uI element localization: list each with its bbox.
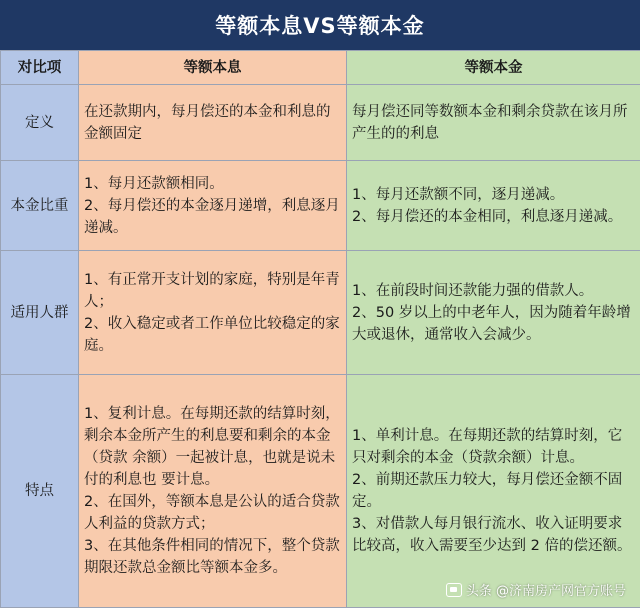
cell-equal-installment — [79, 251, 347, 375]
header-equal-principal: 等额本金 — [347, 51, 640, 85]
table-row-definition — [1, 85, 640, 161]
cell-text: 1、复利计息。在每期还款的结算时刻，剩余本金所产生的利息要和剩余的本金（贷款 余额）一起被计息，也就是说未付的利息也 要计息。 — [84, 403, 341, 491]
cell-text: 1、每月还款额相同。 — [84, 173, 341, 195]
cell-equal-installment — [79, 85, 347, 161]
cell-text: 2、在国外，等额本息是公认的适合贷款人利益的贷款方式； — [84, 491, 341, 535]
row-label: 适用人群 — [1, 251, 79, 375]
cell-text: 在还款期内，每月偿还的本金和利息的金额固定 — [84, 101, 341, 145]
cell-text: 每月偿还同等数额本金和剩余贷款在该月所产生的的利息 — [352, 101, 635, 145]
table-row-features — [1, 375, 640, 608]
table-row-principal-ratio — [1, 161, 640, 251]
table-header-row — [1, 51, 640, 85]
cell-equal-installment — [79, 375, 347, 608]
cell-text: 2、收入稳定或者工作单位比较稳定的家庭。 — [84, 313, 341, 357]
cell-text: 1、在前段时间还款能力强的借款人。 — [352, 280, 635, 302]
row-label: 定义 — [1, 85, 79, 161]
cell-equal-principal — [347, 85, 640, 161]
cell-text: 1、单利计息。在每期还款的结算时刻，它只对剩余的本金（贷款余额）计息。 — [352, 425, 635, 469]
cell-text: 2、50 岁以上的中老年人，因为随着年龄增大或退休，通常收入会减少。 — [352, 302, 635, 346]
table-row-target-group — [1, 251, 640, 375]
cell-text: 2、每月偿还的本金相同，利息逐月递减。 — [352, 206, 635, 228]
cell-text: 1、有正常开支计划的家庭，特别是年青人； — [84, 269, 341, 313]
cell-equal-principal — [347, 161, 640, 251]
cell-text: 1、每月还款额不同，逐月递减。 — [352, 184, 635, 206]
cell-text: 2、前期还款压力较大，每月偿还金额不固定。 — [352, 469, 635, 513]
watermark — [446, 580, 626, 599]
cell-text: 3、对借款人每月银行流水、收入证明要求比较高，收入需要至少达到 2 倍的偿还额。 — [352, 513, 635, 557]
page-title: 等额本息VS等额本金 — [0, 0, 640, 50]
row-label: 本金比重 — [1, 161, 79, 251]
cell-text: 3、在其他条件相同的情况下，整个贷款期限还款总金额比等额本金多。 — [84, 535, 341, 579]
header-compare-item: 对比项 — [1, 51, 79, 85]
header-equal-installment: 等额本息 — [79, 51, 347, 85]
camera-icon — [446, 583, 462, 597]
cell-equal-principal — [347, 251, 640, 375]
cell-text: 2、每月偿还的本金逐月递增，利息逐月递减。 — [84, 195, 341, 239]
row-label: 特点 — [1, 375, 79, 608]
comparison-table — [0, 50, 640, 608]
watermark-text: 头条 @济南房产网官方账号 — [466, 580, 626, 599]
cell-equal-installment — [79, 161, 347, 251]
cell-equal-principal — [347, 375, 640, 608]
